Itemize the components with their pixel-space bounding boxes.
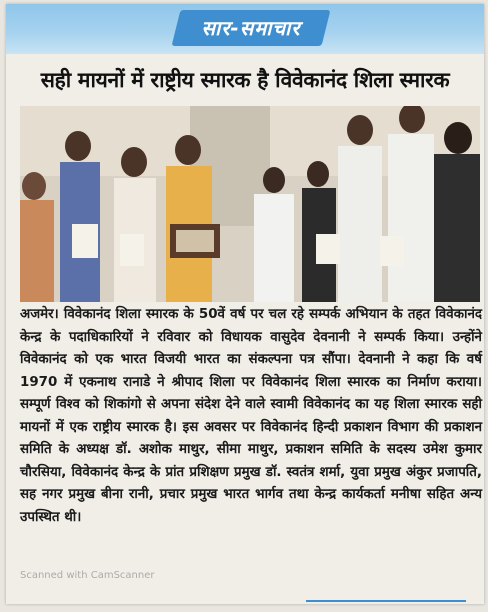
- article-headline: सही मायनों में राष्ट्रीय स्मारक है विवेकानंद शिला स्मारक: [40, 68, 450, 92]
- bottom-divider: [306, 600, 466, 602]
- section-label: सार-समाचार: [201, 16, 301, 40]
- article-dateline: अजमेर।: [20, 307, 59, 322]
- article-body-block: [20, 304, 482, 529]
- section-banner: [6, 4, 484, 54]
- group-photo-illustration: [20, 106, 480, 302]
- news-photo: [20, 106, 480, 302]
- newspaper-clipping: [6, 4, 484, 604]
- scanner-watermark: Scanned with CamScanner: [20, 570, 155, 581]
- article-body: विवेकानंद शिला स्मारक के 50वें वर्ष पर चल रहे सम्पर्क अभियान के तहत विवेकानंद केन्द्र के पदाधिकारियों ने रविवार को विधायक वासुदेव देवनानी ने सम्पर्क किया। उन्होंने विवेकानंद को एक भारत विजयी भारत का संकल्पना पत्र सौंपा। देवनानी ने कहा कि वर्ष 1970 में एकनाथ रानाडे ने श्रीपाद शिला पर विवेकानंद शिला स्मारक का निर्माण कराया। सम्पूर्ण विश्व को शिकांगो से अपना संदेश देने वाले स्वामी विवेकानंद का यह शिला स्मारक सही मायनों में एक राष्ट्रीय स्मारक है। इस अवसर पर विवेकानंद हिन्दी प्रकाशन विभाग की प्रकाशन समिति के अध्यक्ष डॉ. अशोक माथुर, सीमा माथुर, प्रकाशन समिति के सदस्य उमेश कुमार चौरसिया, विवेकानंद केन्द्र के प्रांत प्रशिक्षण प्रमुख डॉ. स्वतंत्र शर्मा, युवा प्रमुख अंकुर प्रजापति, सह नगर प्रमुख बीना रानी, प्रचार प्रमुख भारत भार्गव तथा केन्द्र कार्यकर्ता मनीषा सहित अन्य उपस्थित थी।: [20, 307, 482, 525]
